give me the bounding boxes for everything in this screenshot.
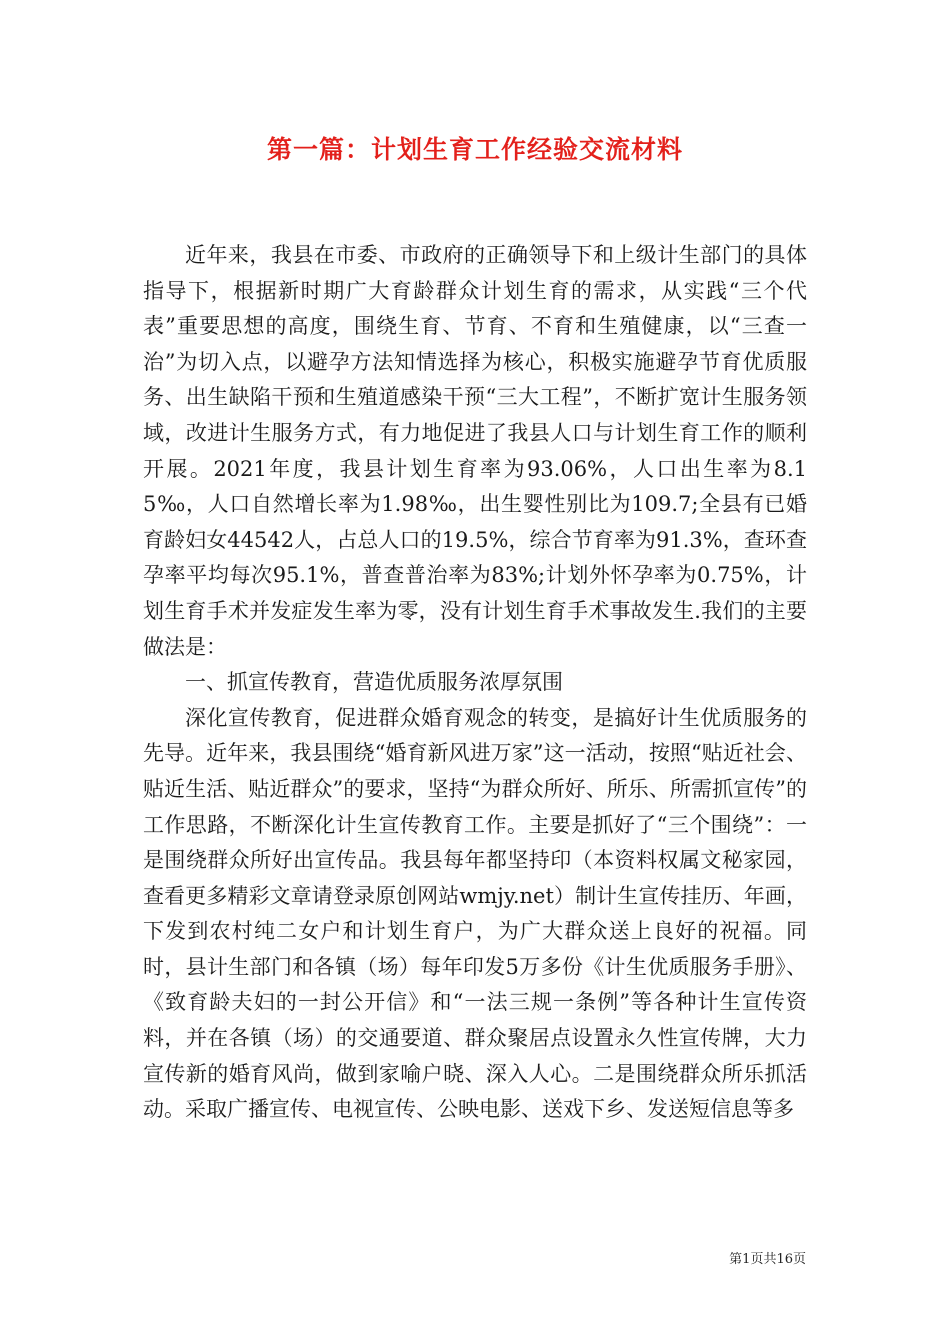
section-paragraph: 深化宣传教育，促进群众婚育观念的转变，是搞好计生优质服务的先导。近年来，我县围绕“婚育新风进万家”这一活动，按照“贴近社会、贴近生活、贴近群众”的要求，坚持“为群众所好、所乐、所需抓宣传”的工作思路，不断深化计生宣传教育工作。主要是抓好了“三个围绕”：一是围绕群众所好出宣传品。我县每年都坚持印（本资料权属文秘家园，查看更多精彩文章请登录原创网站wmjy.net）制计生宣传挂历、年画，下发到农村纯二女户和计划生育户，为广大群众送上良好的祝福。同时，县计生部门和各镇（场）每年印发5万多份《计生优质服务手册》、《致育龄夫妇的一封公开信》和“一法三规一条例”等各种计生宣传资料，并在各镇（场）的交通要道、群众聚居点设置永久性宣传牌，大力宣传新的婚育风尚，做到家喻户晓、深入人心。二是围绕群众所乐抓活动。采取广播宣传、电视宣传、公映电影、送戏下乡、发送短信息等多 [143, 705, 807, 1122]
document-title: 第一篇：计划生育工作经验交流材料 [266, 135, 683, 164]
page-footer: 第1页共16页 [729, 1252, 806, 1267]
section-heading: 一、抓宣传教育，营造优质服务浓厚氛围 [185, 670, 563, 695]
intro-paragraph: 近年来，我县在市委、市政府的正确领导下和上级计生部门的具体指导下，根据新时期广大育龄群众计划生育的需求，从实践“三个代表”重要思想的高度，围绕生育、节育、不育和生殖健康，以“三查一治”为切入点，以避孕方法知情选择为核心，积极实施避孕节育优质服务、出生缺陷干预和生殖道感染干预“三大工程”，不断扩宽计生服务领域，改进计生服务方式，有力地促进了我县人口与计划生育工作的顺利开展。2021年度，我县计划生育率为93.06%，人口出生率为8.15‰，人口自然增长率为1.98‰，出生婴性别比为109.7;全县有已婚育龄妇女44542人，占总人口的19.5%，综合节育率为91.3%，查环查孕率平均每次95.1%，普查普治率为83%;计划外怀孕率为0.75%，计划生育手术并发症发生率为零，没有计划生育手术事故发生.我们的主要做法是： [143, 243, 807, 659]
document-body [143, 238, 807, 1128]
